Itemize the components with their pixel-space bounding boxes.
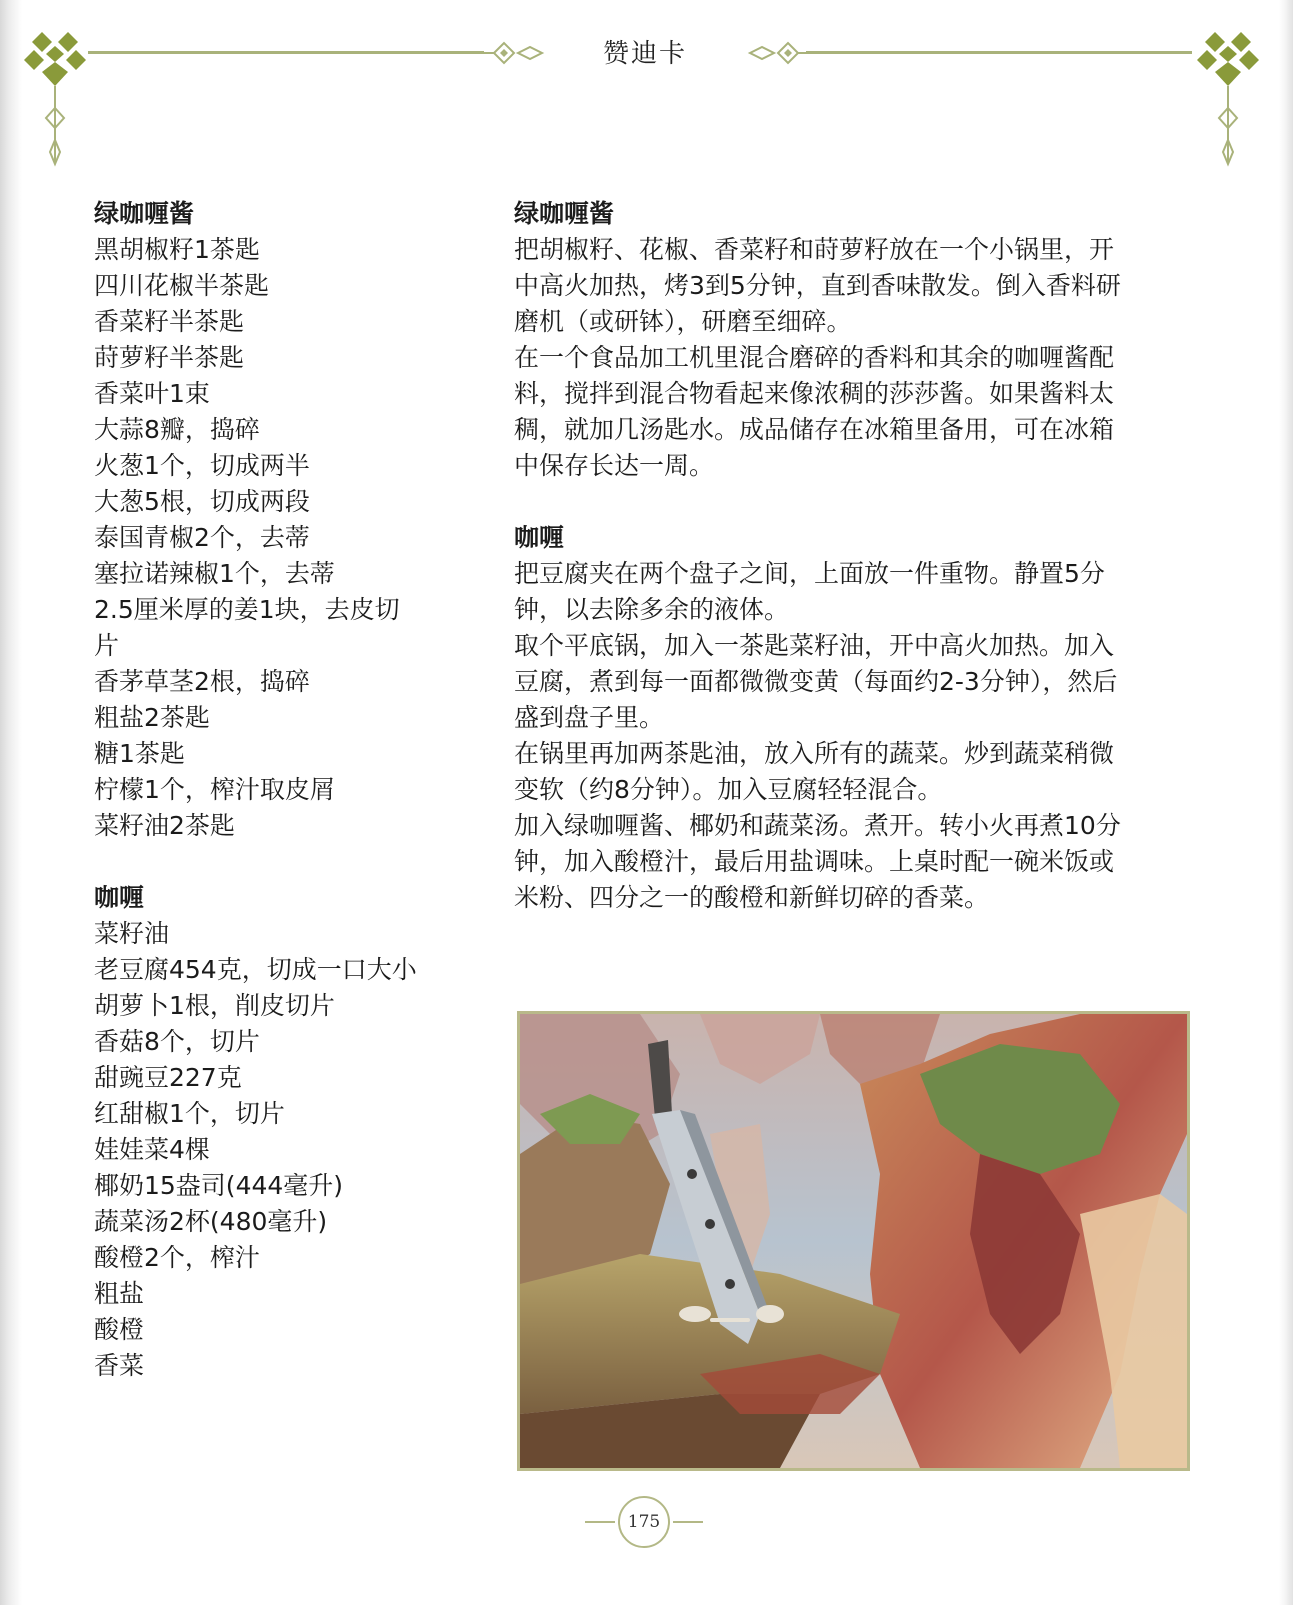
- page-number: 175: [627, 1512, 661, 1532]
- section-heading: 咖喱: [94, 883, 145, 912]
- instructions-column: [514, 196, 1174, 916]
- landscape-illustration: [517, 1011, 1190, 1471]
- ingredient-line: 酸橙2个，榨汁: [94, 1243, 260, 1272]
- instruction-line: 豆腐，煮到每一面都微微变黄（每面约2-3分钟），然后: [514, 667, 1118, 696]
- instruction-line: 稠，就加几汤匙水。成品储存在冰箱里备用，可在冰箱: [514, 415, 1115, 444]
- section-heading: 绿咖喱酱: [94, 199, 195, 228]
- instruction-line: 变软（约8分钟）。加入豆腐轻轻混合。: [514, 775, 943, 804]
- instruction-line: 中保存长达一周。: [514, 451, 715, 480]
- instruction-line: 磨机（或研钵），研磨至细碎。: [514, 307, 852, 336]
- corner-ornament-right: [1193, 22, 1263, 172]
- instruction-line: 在一个食品加工机里混合磨碎的香料和其余的咖喱酱配: [514, 343, 1115, 372]
- ingredient-line: 酸橙: [94, 1315, 145, 1344]
- ingredient-line: 莳萝籽半茶匙: [94, 343, 245, 372]
- instruction-line: 钟，以去除多余的液体。: [514, 595, 790, 624]
- ingredient-line: 泰国青椒2个，去蒂: [94, 523, 310, 552]
- ingredient-line: 胡萝卜1根，削皮切片: [94, 991, 335, 1020]
- page-number-rule-right: [673, 1521, 703, 1523]
- ingredient-line: 老豆腐454克，切成一口大小: [94, 955, 417, 984]
- ingredient-line: 大葱5根，切成两段: [94, 487, 310, 516]
- page-binding-shadow: [0, 0, 22, 1605]
- ingredient-line: 四川花椒半茶匙: [94, 271, 270, 300]
- instruction-line: 钟，加入酸橙汁，最后用盐调味。上桌时配一碗米饭或: [514, 847, 1115, 876]
- instruction-line: 把豆腐夹在两个盘子之间，上面放一件重物。静置5分: [514, 559, 1105, 588]
- ingredient-line: 大蒜8瓣，捣碎: [94, 415, 260, 444]
- page-number-ornament: [585, 1492, 705, 1552]
- ingredient-line: 菜籽油2茶匙: [94, 811, 235, 840]
- header-rule-right: [806, 51, 1192, 54]
- page-header-title: 赞迪卡: [602, 39, 687, 69]
- ingredient-line: 香菇8个，切片: [94, 1027, 260, 1056]
- section-gap: [94, 844, 464, 880]
- header-diamond-ornament-left: [474, 38, 564, 68]
- ingredient-line: 香茅草茎2根，捣碎: [94, 667, 310, 696]
- ingredient-line: 红甜椒1个，切片: [94, 1099, 285, 1128]
- instruction-line: 把胡椒籽、花椒、香菜籽和莳萝籽放在一个小锅里，开: [514, 235, 1115, 264]
- ingredient-line: 香菜: [94, 1351, 145, 1380]
- instruction-line: 取个平底锅，加入一茶匙菜籽油，开中高火加热。加入: [514, 631, 1115, 660]
- ingredient-line: 黑胡椒籽1茶匙: [94, 235, 260, 264]
- instruction-line: 中高火加热，烤3到5分钟，直到香味散发。倒入香料研: [514, 271, 1121, 300]
- ingredient-line: 火葱1个，切成两半: [94, 451, 310, 480]
- ingredient-line: 香菜叶1束: [94, 379, 210, 408]
- ingredient-line: 粗盐2茶匙: [94, 703, 210, 732]
- ingredient-line: 糖1茶匙: [94, 739, 185, 768]
- instruction-line: 在锅里再加两茶匙油，放入所有的蔬菜。炒到蔬菜稍微: [514, 739, 1115, 768]
- instruction-line: 盛到盘子里。: [514, 703, 665, 732]
- ingredient-line: 菜籽油: [94, 919, 170, 948]
- ingredient-line: 甜豌豆227克: [94, 1063, 242, 1092]
- corner-ornament-left: [20, 22, 90, 172]
- section-gap: [514, 484, 1174, 520]
- header-diamond-ornament-right: [728, 38, 818, 68]
- ingredient-line: 粗盐: [94, 1279, 145, 1308]
- ingredient-line: 2.5厘米厚的姜1块，去皮切: [94, 595, 400, 624]
- ingredient-line: 香菜籽半茶匙: [94, 307, 245, 336]
- ingredient-line: 娃娃菜4棵: [94, 1135, 210, 1164]
- cliff-sword-painting: [520, 1014, 1187, 1468]
- section-heading: 咖喱: [514, 523, 565, 552]
- section-heading: 绿咖喱酱: [514, 199, 615, 228]
- ingredient-line: 柠檬1个，榨汁取皮屑: [94, 775, 335, 804]
- ingredient-line: 塞拉诺辣椒1个，去蒂: [94, 559, 335, 588]
- instruction-line: 加入绿咖喱酱、椰奶和蔬菜汤。煮开。转小火再煮10分: [514, 811, 1121, 840]
- page-edge-shadow: [1279, 0, 1293, 1605]
- page-number-rule-left: [585, 1521, 615, 1523]
- ingredient-line: 椰奶15盎司(444毫升): [94, 1171, 344, 1200]
- instruction-line: 料，搅拌到混合物看起来像浓稠的莎莎酱。如果酱料太: [514, 379, 1115, 408]
- ingredient-line: 片: [94, 631, 120, 660]
- instruction-line: 米粉、四分之一的酸橙和新鲜切碎的香菜。: [514, 883, 990, 912]
- ingredient-line: 蔬菜汤2杯(480毫升): [94, 1207, 328, 1236]
- header-rule-left: [88, 51, 484, 54]
- ingredients-column: [94, 196, 464, 1384]
